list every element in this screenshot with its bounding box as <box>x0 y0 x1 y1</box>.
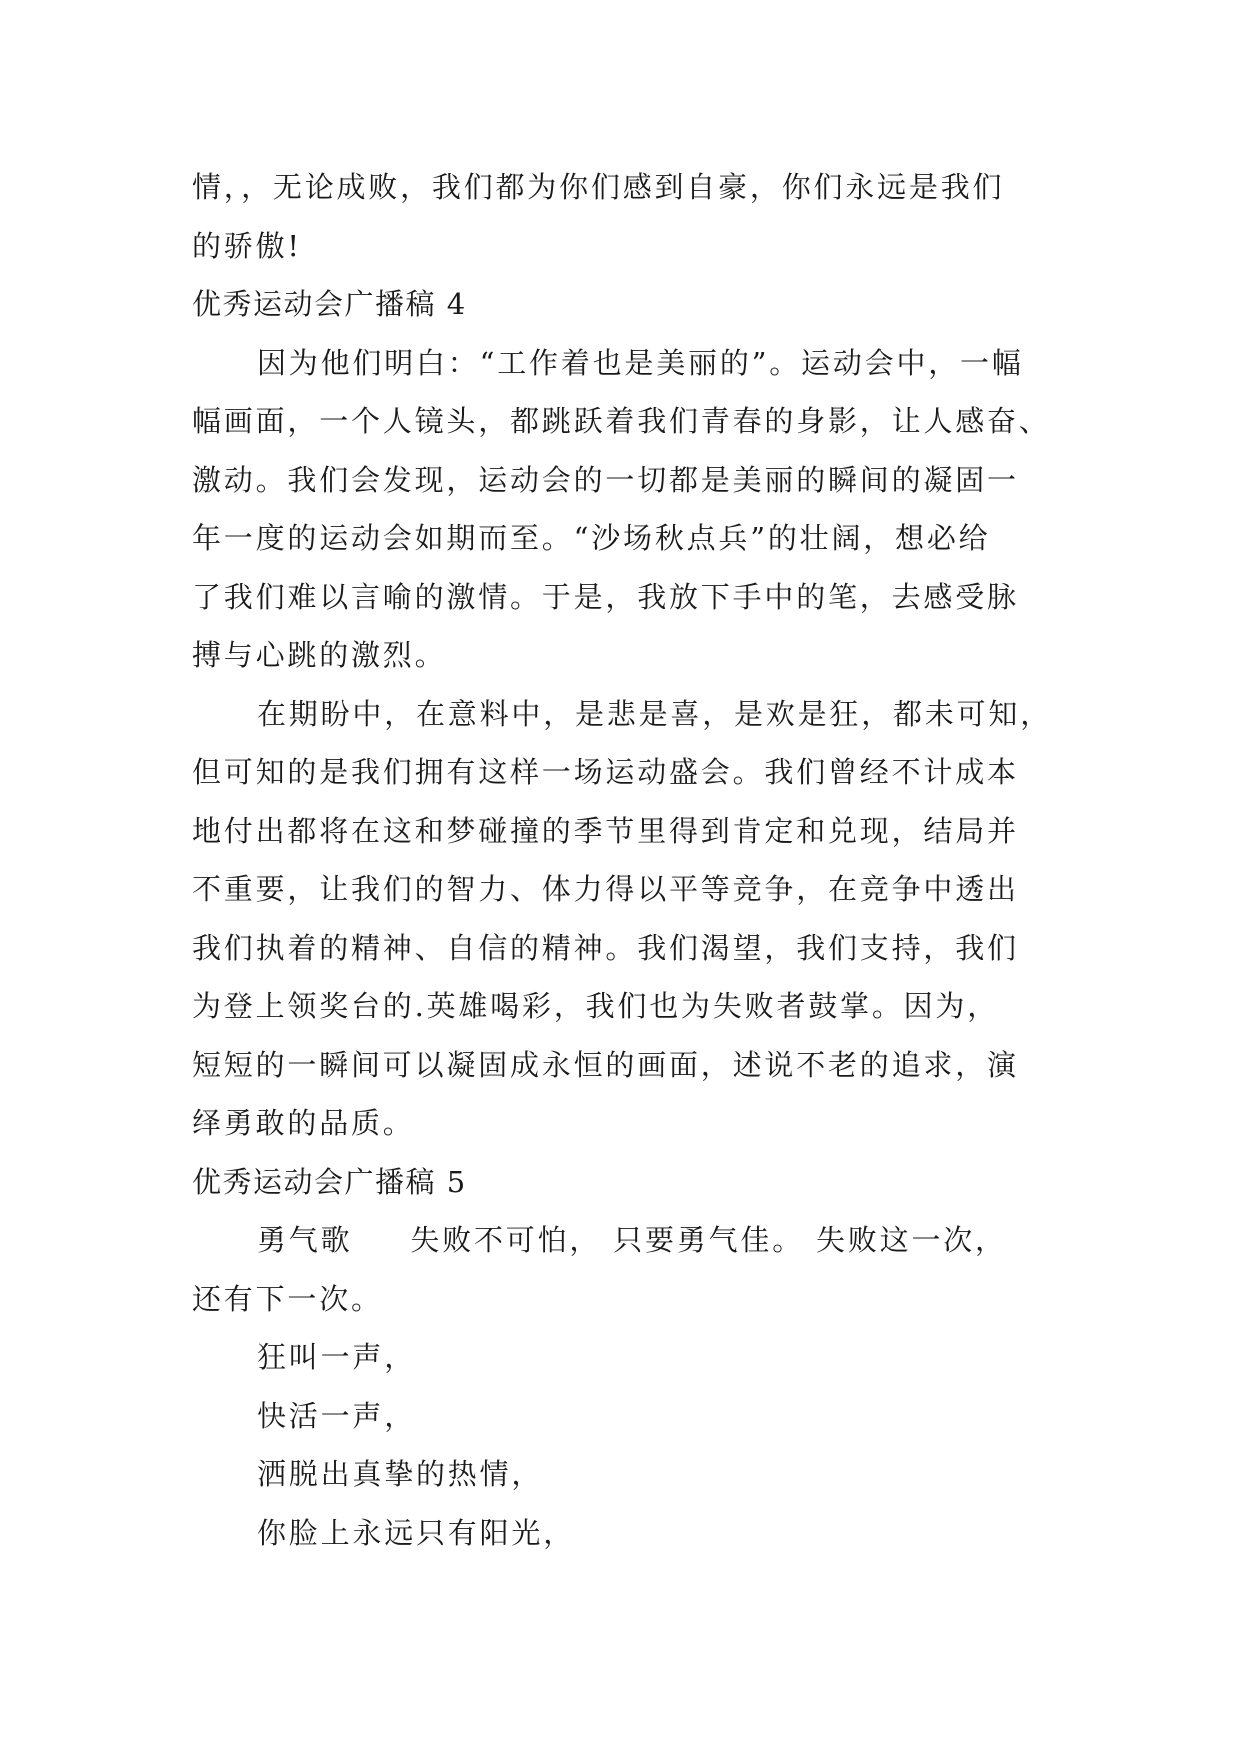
section-heading-4: 优秀运动会广播稿 4 <box>192 287 467 321</box>
paragraph-line: 激动。我们会发现，运动会的一切都是美丽的瞬间的凝固一 <box>192 462 1019 497</box>
paragraph-line: 地付出都将在这和梦碰撞的季节里得到肯定和兑现，结局并 <box>192 813 1019 848</box>
paragraph-line: 在期盼中，在意料中，是悲是喜，是欢是狂，都未可知， <box>257 696 1053 731</box>
paragraph-line: 情，，无论成败，我们都为你们感到自豪，你们永远是我们 <box>192 170 1005 204</box>
verse-line: 洒脱出真挚的热情， <box>257 1457 544 1491</box>
paragraph-line <box>192 1211 1072 1270</box>
paragraph-line: 但可知的是我们拥有这样一场运动盛会。我们曾经不计成本 <box>192 755 1019 789</box>
paragraph-line: 还有下一次。 <box>192 1281 383 1316</box>
paragraph-line: 为登上领奖台的.英雄喝彩，我们也为失败者鼓掌。因为， <box>192 989 1000 1023</box>
paragraph-line: 年一度的运动会如期而至。“沙场秋点兵”的壮阔，想必给 <box>192 521 991 555</box>
section-heading-5: 优秀运动会广播稿 5 <box>192 1164 467 1199</box>
paragraph-line: 绎勇敢的品质。 <box>192 1106 415 1140</box>
paragraph-line: 搏与心跳的激烈。 <box>192 638 447 672</box>
paragraph-line: 的骄傲! <box>192 228 302 263</box>
poem-title: 勇气歌 <box>257 1223 353 1257</box>
document-body <box>192 158 1072 1562</box>
paragraph-line: 了我们难以言喻的激情。于是，我放下手中的笔，去感受脉 <box>192 579 1019 614</box>
paragraph-line: 我们执着的精神、自信的精神。我们渴望，我们支持，我们 <box>192 930 1019 965</box>
paragraph-line: 短短的一瞬间可以凝固成永恒的画面，述说不老的追求，演 <box>192 1047 1019 1082</box>
poem-line: 失败不可怕， 只要勇气佳。 失败这一次， <box>410 1223 1007 1257</box>
paragraph-line: 幅画面，一个人镜头，都跳跃着我们青春的身影，让人感奋、 <box>192 404 1051 438</box>
verse-line: 狂叫一声， <box>257 1340 417 1374</box>
verse-line: 快活一声， <box>257 1398 417 1433</box>
verse-line: 你脸上永远只有阳光， <box>257 1515 576 1550</box>
paragraph-line: 因为他们明白：“工作着也是美丽的”。运动会中，一幅 <box>257 345 1024 380</box>
paragraph-line: 不重要，让我们的智力、体力得以平等竞争，在竞争中透出 <box>192 872 1019 906</box>
